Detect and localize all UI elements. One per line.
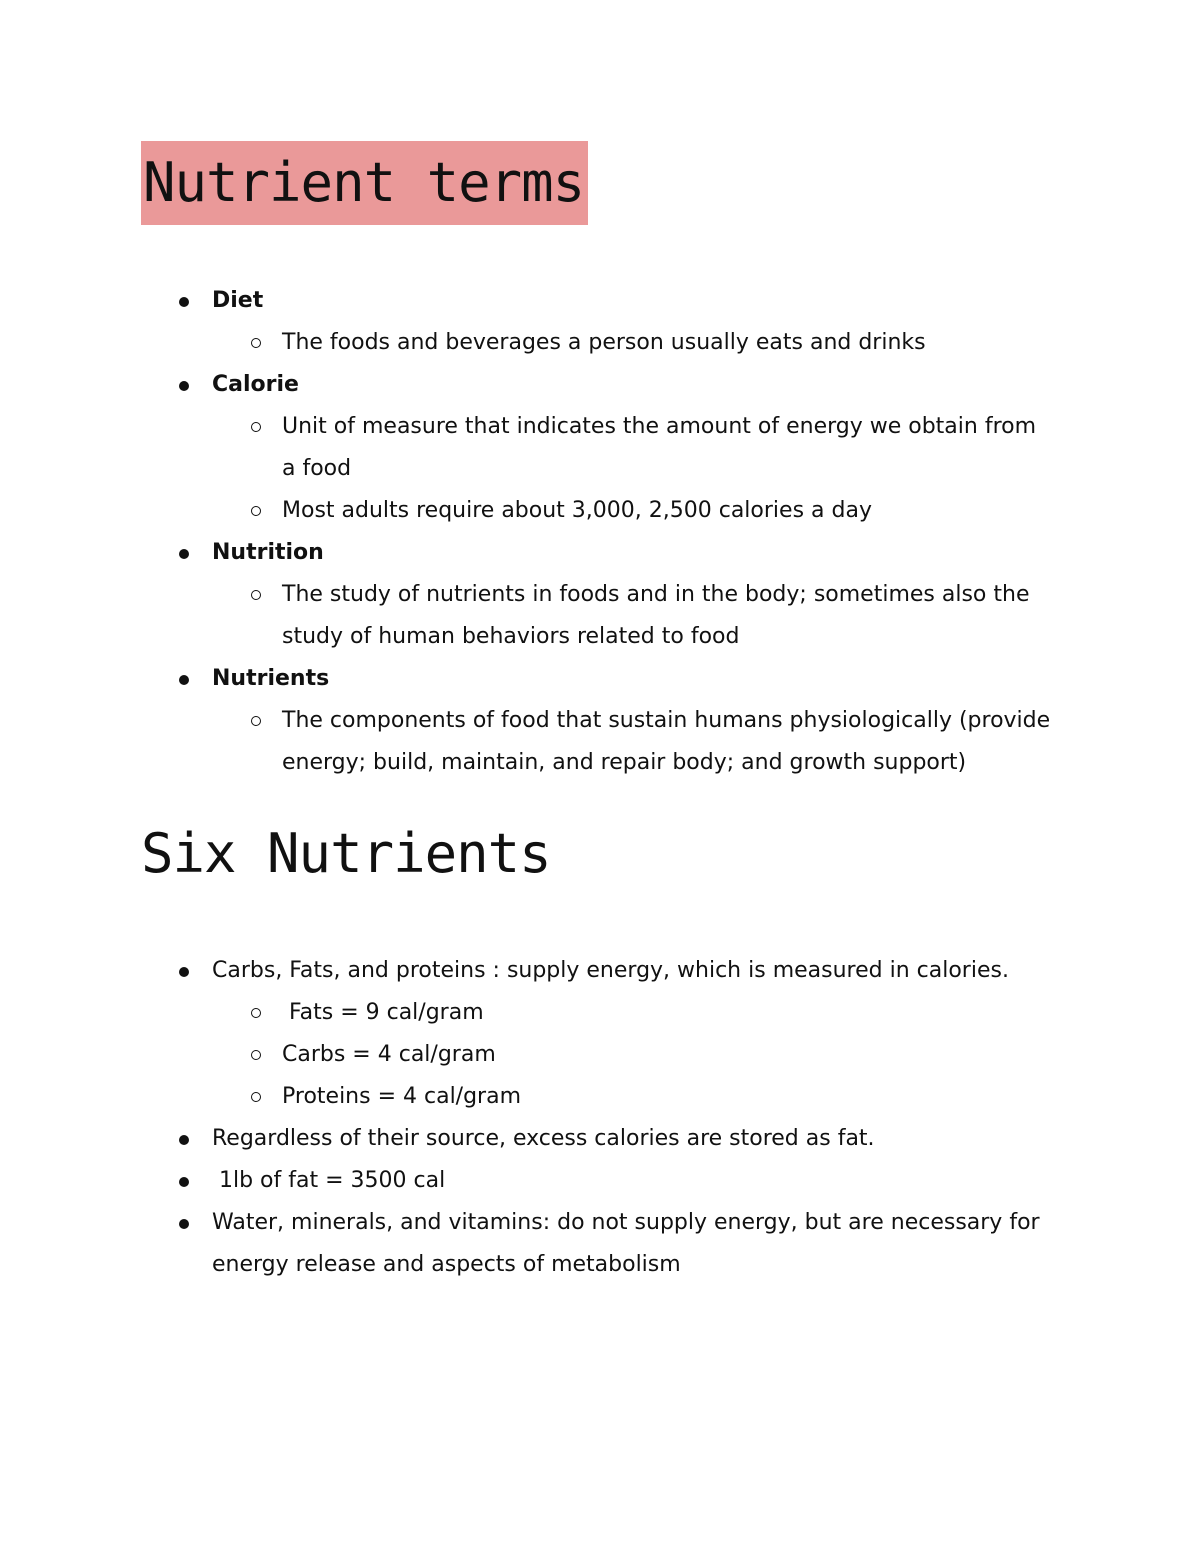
hollow-bullet-icon — [251, 422, 261, 432]
sub-list — [212, 574, 1052, 658]
list-item-excess-calories — [0, 1118, 1052, 1160]
sub-list — [212, 992, 1052, 1118]
item-text: Water, minerals, and vitamins: do not supply energy, but are necessary for energy release and aspects of metabolism — [212, 1210, 1040, 1277]
list-item-energy-nutrients — [0, 950, 1052, 1118]
bullet-icon — [179, 297, 189, 307]
item-text: Carbs = 4 cal/gram — [282, 1042, 496, 1067]
sub-list-item — [212, 700, 1052, 784]
hollow-bullet-icon — [251, 338, 261, 348]
sub-list — [212, 700, 1052, 784]
term-label: Nutrients — [212, 666, 330, 691]
hollow-bullet-icon — [251, 716, 261, 726]
nutrient-terms-list — [0, 280, 1200, 784]
list-item-calorie — [0, 364, 1052, 532]
bullet-icon — [179, 1177, 189, 1187]
hollow-bullet-icon — [251, 506, 261, 516]
hollow-bullet-icon — [251, 590, 261, 600]
definition-text: The foods and beverages a person usually eats and drinks — [282, 330, 926, 355]
list-item-nutrition — [0, 532, 1052, 658]
sub-list — [212, 322, 1052, 364]
sub-list-item — [212, 574, 1052, 658]
definition-text: Most adults require about 3,000, 2,500 calories a day — [282, 498, 872, 523]
bullet-icon — [179, 381, 189, 391]
bullet-icon — [179, 549, 189, 559]
section-heading-nutrient-terms: Nutrient terms — [141, 141, 588, 225]
item-text: Carbs, Fats, and proteins : supply energy, which is measured in calories. — [212, 958, 1009, 983]
bullet-icon — [179, 967, 189, 977]
term-label: Nutrition — [212, 540, 324, 565]
sub-list-item — [212, 322, 1052, 364]
bullet-icon — [179, 1135, 189, 1145]
item-text: 1lb of fat = 3500 cal — [212, 1168, 446, 1193]
sub-list-item — [212, 1076, 1052, 1118]
item-text: Proteins = 4 cal/gram — [282, 1084, 522, 1109]
hollow-bullet-icon — [251, 1050, 261, 1060]
item-text: Fats = 9 cal/gram — [282, 1000, 484, 1025]
bullet-icon — [179, 1219, 189, 1229]
list-item-fat-calories — [0, 1160, 1052, 1202]
sub-list-item — [212, 406, 1052, 490]
sub-list-item — [212, 490, 1052, 532]
term-label: Calorie — [212, 372, 299, 397]
sub-list — [212, 406, 1052, 532]
hollow-bullet-icon — [251, 1008, 261, 1018]
item-text: Regardless of their source, excess calories are stored as fat. — [212, 1126, 875, 1151]
list-item-water-minerals-vitamins — [0, 1202, 1052, 1286]
definition-text: The study of nutrients in foods and in the body; sometimes also the study of human behaviors related to food — [282, 582, 1030, 649]
definition-text: Unit of measure that indicates the amount of energy we obtain from a food — [282, 414, 1037, 481]
sub-list-item — [212, 992, 1052, 1034]
sub-list-item — [212, 1034, 1052, 1076]
list-item-diet — [0, 280, 1052, 364]
six-nutrients-list — [0, 950, 1200, 1286]
bullet-icon — [179, 675, 189, 685]
term-label: Diet — [212, 288, 264, 313]
hollow-bullet-icon — [251, 1092, 261, 1102]
definition-text: The components of food that sustain humans physiologically (provide energy; build, maintain, and repair body; and growth support) — [282, 708, 1051, 775]
list-item-nutrients — [0, 658, 1052, 784]
section-heading-six-nutrients: Six Nutrients — [141, 822, 551, 885]
